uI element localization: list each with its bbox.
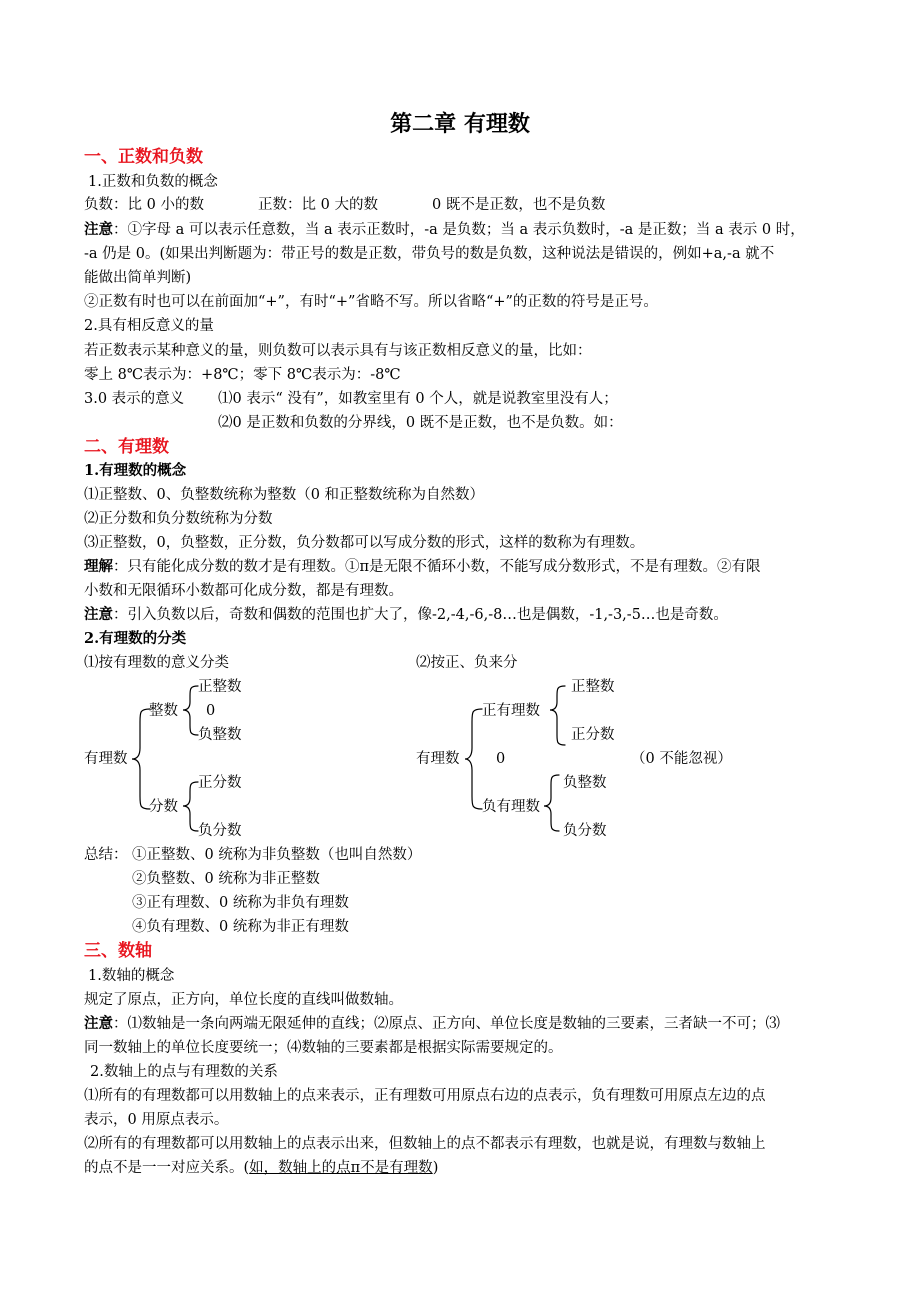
tree2-negative-rational: 负有理数 xyxy=(482,799,540,815)
def-positive: 正数：比 0 大的数 xyxy=(258,197,378,213)
s3-sub1: 1.数轴的概念 xyxy=(88,968,175,984)
s2-line1: ⑴正整数、0、负整数统称为整数（0 和正整数统称为自然数） xyxy=(84,487,485,503)
tree1-positive-fraction: 正分数 xyxy=(198,775,242,791)
tree1-integer: 整数 xyxy=(149,703,178,719)
note-label: 注意 xyxy=(84,606,113,623)
note-label: 注意 xyxy=(84,1015,113,1032)
page-title: 第二章 有理数 xyxy=(390,112,530,137)
s1-sub2-line1: 若正数表示某种意义的量，则负数可以表示具有与该正数相反意义的量，比如： xyxy=(84,343,592,359)
s3-sub2: 2.数轴上的点与有理数的关系 xyxy=(90,1064,278,1080)
tree1-integer-brace xyxy=(183,686,198,735)
s3-note-line2: 同一数轴上的单位长度要统一；⑷数轴的三要素都是根据实际需要规定的。 xyxy=(84,1040,563,1056)
s2-understand-line1 xyxy=(84,557,761,577)
s3-definition: 规定了原点，正方向，单位长度的直线叫做数轴。 xyxy=(84,992,403,1008)
def-zero: 0 既不是正数，也不是负数 xyxy=(432,197,606,213)
s2-sub2: 2.有理数的分类 xyxy=(84,630,187,647)
note-text: ：引入负数以后，奇数和偶数的范围也扩大了，像-2,-4,-6,-8…也是偶数，-1,-3,-5…也是奇数。 xyxy=(113,607,728,623)
s1-sub2: 2.具有相反意义的量 xyxy=(84,318,214,334)
tree2-negative-integer: 负整数 xyxy=(563,775,607,791)
note-text: ：⑴数轴是一条向两端无限延伸的直线；⑵原点、正方向、单位长度是数轴的三要素，三者缺一不可；⑶ xyxy=(113,1016,780,1032)
tree2-root-brace xyxy=(465,709,482,809)
s1-note2: ②正数有时也可以在前面加“+”，有时“+”省略不写。所以省略“+”的正数的符号是正号。 xyxy=(84,294,658,310)
tree2-positive-rational: 正有理数 xyxy=(482,703,540,719)
s1-sub2-line2: 零上 8℃表示为：+8℃；零下 8℃表示为：-8℃ xyxy=(84,367,401,383)
s2-sub1: 1.有理数的概念 xyxy=(84,462,187,479)
tree1-fraction-brace xyxy=(183,782,198,831)
tree1-positive-integer: 正整数 xyxy=(198,679,242,695)
tree1-root: 有理数 xyxy=(84,751,128,767)
tree1-negative-fraction: 负分数 xyxy=(198,823,242,839)
tree2-root: 有理数 xyxy=(416,751,460,767)
s1-sub3-line2: ⑵0 是正数和负数的分界线，0 既不是正数，也不是负数。如： xyxy=(218,415,623,431)
tree2-positive-integer: 正整数 xyxy=(571,679,615,695)
note-text: ：①字母 a 可以表示任意数，当 a 表示正数时，-a 是负数；当 a 表示负数时，-a 是正数；当 a 表示 0 时， xyxy=(113,222,805,238)
tree2-negative-brace xyxy=(544,775,559,831)
p2-underlined-example: 如，数轴上的点π不是有理数 xyxy=(249,1160,433,1176)
s3-note-line1 xyxy=(84,1014,780,1034)
summary-item: ④负有理数、0 统称为非正有理数 xyxy=(132,919,349,935)
s1-sub3-line1: ⑴0 表示“ 没有”，如教室里有 0 个人，就是说教室里没有人； xyxy=(218,391,618,407)
tree2-zero: 0 xyxy=(496,751,506,767)
summary-item: ①正整数、0 统称为非负整数（也叫自然数） xyxy=(132,847,422,863)
summary-item: ②负整数、0 统称为非正整数 xyxy=(132,871,320,887)
understand-text: ：只有能化成分数的数才是有理数。①π是无限不循环小数，不能写成分数形式，不是有理数。②有限 xyxy=(113,559,761,575)
s1-note1-line1 xyxy=(84,220,805,240)
s2-line2: ⑵正分数和负分数统称为分数 xyxy=(84,511,273,527)
note-label: 注意 xyxy=(84,221,113,238)
classification2-title: ⑵按正、负来分 xyxy=(416,655,518,671)
s2-understand-line2: 小数和无限循环小数都可化成分数，都是有理数。 xyxy=(84,583,403,599)
tree1-negative-integer: 负整数 xyxy=(198,727,242,743)
understand-label: 理解 xyxy=(84,558,113,575)
s1-note1-line2: -a 仍是 0。(如果出判断题为：带正号的数是正数，带负号的数是负数，这种说法是错误的，例如+a,-a 就不 xyxy=(84,246,775,262)
tree2-positive-fraction: 正分数 xyxy=(571,727,615,743)
s2-note xyxy=(84,605,728,625)
tree1-zero: 0 xyxy=(206,703,216,719)
section2-heading: 二、有理数 xyxy=(84,437,169,457)
summary-item: ③正有理数、0 统称为非负有理数 xyxy=(132,895,349,911)
s3-p2-line1: ⑵所有的有理数都可以用数轴上的点表示出来，但数轴上的点不都表示有理数，也就是说，有理数与数轴上 xyxy=(84,1136,766,1152)
s1-sub3-label: 3.0 表示的意义 xyxy=(84,391,185,407)
p2-text: 的点不是一一对应关系。( xyxy=(84,1160,250,1176)
s3-p2-line2 xyxy=(84,1158,438,1178)
s2-line3: ⑶正整数，0，负整数，正分数，负分数都可以写成分数的形式，这样的数称为有理数。 xyxy=(84,535,645,551)
summary-label: 总结： xyxy=(84,847,128,863)
s1-sub1: 1.正数和负数的概念 xyxy=(88,174,218,190)
tree2-zero-note: （0 不能忽视） xyxy=(631,751,732,767)
s3-p1-line1: ⑴所有的有理数都可以用数轴上的点来表示，正有理数可用原点右边的点表示，负有理数可用原点左边的点 xyxy=(84,1088,766,1104)
tree1-fraction: 分数 xyxy=(149,799,178,815)
s1-note1-line3: 能做出简单判断) xyxy=(84,270,192,286)
classification1-title: ⑴按有理数的意义分类 xyxy=(84,655,229,671)
section1-heading: 一、正数和负数 xyxy=(84,147,203,167)
def-negative: 负数：比 0 小的数 xyxy=(84,197,204,213)
tree2-positive-brace xyxy=(550,686,565,745)
p2-close-paren: ) xyxy=(432,1160,439,1176)
s3-p1-line2: 表示，0 用原点表示。 xyxy=(84,1112,229,1128)
tree1-root-brace xyxy=(132,709,150,809)
section3-heading: 三、数轴 xyxy=(84,941,152,961)
tree2-negative-fraction: 负分数 xyxy=(563,823,607,839)
